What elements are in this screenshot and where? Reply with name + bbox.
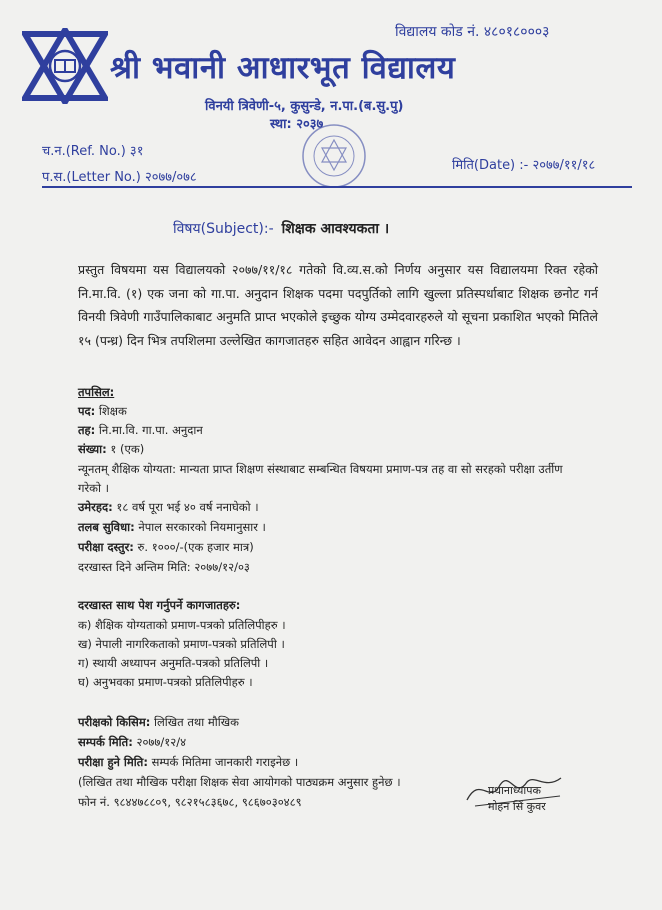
letter-number: प.स.(Letter No.) २०७७/०७८: [42, 170, 197, 185]
school-code: विद्यालय कोड नं. ४८०१८०००३: [395, 24, 550, 40]
deadline-row: दरखास्त दिने अन्तिम मिति: २०७७/१२/०३: [78, 560, 250, 574]
details-heading: तपसिल:: [78, 385, 115, 399]
subject-value: शिक्षक आवश्यकता ।: [281, 221, 390, 237]
subject-line: [173, 219, 389, 238]
contact-date-row: सम्पर्क मिति: २०७७/१२/४: [78, 735, 187, 749]
document-item: घ) अनुभवका प्रमाण-पत्रको प्रतिलिपीहरु ।: [78, 675, 253, 689]
exam-date-row: परीक्षा हुने मिति: सम्पर्क मितिमा जानकारी गराइनेछ ।: [78, 755, 299, 769]
exam-note: (लिखित तथा मौखिक परीक्षा शिक्षक सेवा आयोगको पाठ्यक्रम अनुसार हुनेछ ।: [78, 775, 401, 789]
school-stamp-icon: [300, 122, 368, 190]
level-row: तह: नि.मा.वि. गा.पा. अनुदान: [78, 423, 203, 437]
header-divider: [42, 186, 632, 188]
post-row: पद: शिक्षक: [78, 404, 127, 418]
signer-name: मोहन सिं कुवर: [488, 800, 546, 813]
exam-type-row: परीक्षको किसिम: लिखित तथा मौखिक: [78, 715, 239, 729]
phone-numbers: फोन नं. ९८४४७८८०९, ९८२१५८३६७८, ९८६७०३०४८९: [78, 795, 302, 809]
document-item: ग) स्थायी अध्यापन अनुमति-पत्रको प्रतिलिपी ।: [78, 656, 269, 670]
notice-body: प्रस्तुत विषयमा यस विद्यालयको २०७७/११/१८ गतेको वि.व्य.स.को निर्णय अनुसार यस विद्यालयमा रिक्त रहेको नि.मा.वि. (१) एक जना को गा.पा. अनुदान शिक्षक पदमा पदपुर्तिको लागि खुल्ला प्रतिस्पर्धाबाट शिक्षक छनोट गर्न विनयी त्रिवेणी गाउँपालिकाबाट अनुमति प्राप्त भएकोले इच्छुक योग्य उम्मेदवारहरुले यो सूचना प्रकाशित भएको मितिले १५ (पन्ध्र) दिन भित्र तपशिलमा उल्लेखित कागजातहरु सहित आवेदन आह्वान गरिन्छ ।: [78, 262, 598, 348]
salary-row: तलब सुविधा: नेपाल सरकारको नियमानुसार ।: [78, 520, 266, 534]
signer-title: प्रधानाध्यापक: [488, 784, 541, 797]
documents-heading: दरखास्त साथ पेश गर्नुपर्ने कागजातहरु:: [78, 598, 241, 612]
established-year: स्था: २०३७: [270, 117, 324, 132]
subject-label: विषय(Subject):-: [173, 221, 274, 237]
school-name: श्री भवानी आधारभूत विद्यालय: [110, 50, 456, 86]
reference-number: च.न.(Ref. No.) ३१: [42, 144, 144, 159]
school-address: विनयी त्रिवेणी-५, कुसुन्डे, न.पा.(ब.सु.पु): [205, 99, 404, 114]
document-item: क) शैक्षिक योग्यताको प्रमाण-पत्रको प्रतिलिपीहरु ।: [78, 618, 286, 632]
count-row: संख्या: १ (एक): [78, 442, 145, 456]
nepal-star-logo: [22, 28, 108, 104]
age-row: उमेरहद: १८ वर्ष पूरा भई ४० वर्ष ननाघेको ।: [78, 500, 259, 514]
qualification-row: न्यूनतम् शैक्षिक योग्यता: मान्यता प्राप्त शिक्षण संस्थाबाट सम्बन्धित विषयमा प्रमाण-पत्र तह वा सो सरहको परीक्षा उर्तीण गरेको ।: [78, 462, 563, 495]
letter-date: मिति(Date) :- २०७७/११/१८: [452, 158, 596, 173]
document-item: ख) नेपाली नागरिकताको प्रमाण-पत्रको प्रतिलिपी ।: [78, 637, 285, 651]
fee-row: परीक्षा दस्तुर: रु. १०००/-(एक हजार मात्र): [78, 540, 254, 554]
